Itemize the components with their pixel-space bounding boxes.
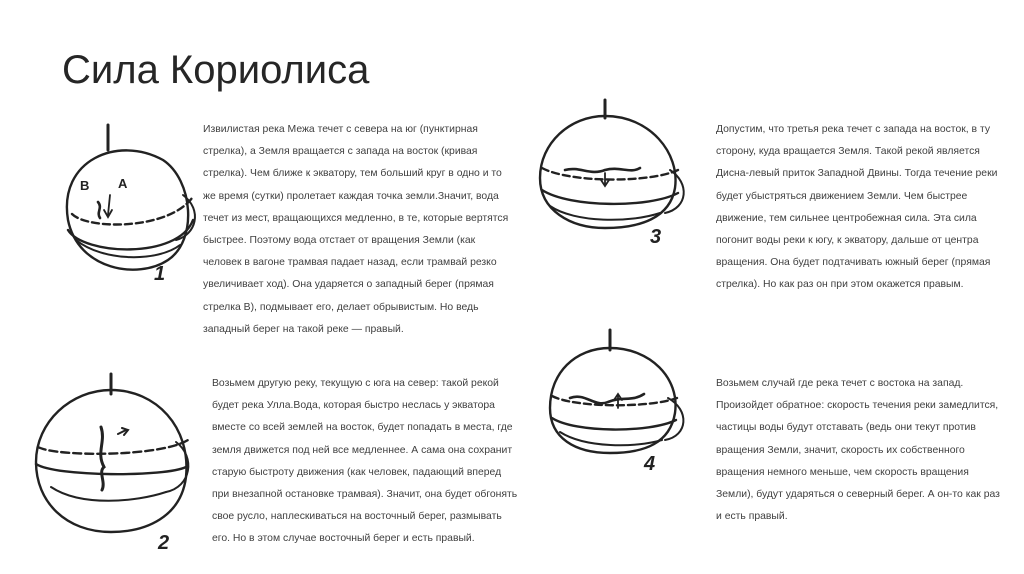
text-line: Возьмем другую реку, текущую с юга на север: такой рекой: [212, 378, 499, 389]
figure-3-number: 3: [650, 226, 662, 248]
globe-figure-3: [530, 98, 695, 248]
text-line: Извилистая река Межа течет с севера на юг (пунктирная: [203, 124, 478, 135]
text-line: Произойдет обратное: скорость течения реки замедлится,: [716, 400, 999, 412]
text-line: будет река Улла.Вода, которая быстро неслась у экватора: [212, 400, 495, 412]
text-line: вращения. Она будет подтачивать южный берег (прямая: [716, 257, 991, 269]
globe-figure-1: [58, 120, 200, 290]
text-line: его. Но в этом случае восточный берег и есть правый.: [212, 533, 475, 545]
figure-2-number: 2: [158, 532, 170, 554]
text-line: сторону, куда вращается Земля. Такой рекой является: [716, 146, 980, 158]
paragraph-river-ulla: [212, 373, 532, 551]
figure-1-label-a: A: [118, 176, 128, 191]
figure-4-number: 4: [644, 453, 656, 475]
text-line: человек в вагоне трамвая падает назад, если трамвай резко: [203, 257, 497, 269]
text-line: при внезапной остановке трамвая). Значит, она будет обгонять: [212, 489, 518, 501]
globe-figure-4: [540, 328, 695, 478]
text-line: свое русло, наплескиваться на восточный берег, размывать: [212, 511, 502, 523]
paragraph-river-mezha: [203, 119, 518, 341]
text-line: вращения Земли, значит, скорость их собственного: [716, 444, 965, 456]
text-line: вращения немного меньше, чем скорость вращения: [716, 466, 969, 478]
text-line: движение, тем сильнее центробежная сила. Эта сила: [716, 212, 977, 224]
text-line: западный берег на такой реке — правый.: [203, 323, 404, 335]
text-line: течет из мест, вращающихся медленно, в те, которые вертятся: [203, 212, 509, 224]
text-line: частицы воды будут отставать (ведь они текут против: [716, 422, 976, 434]
text-line: и есть правый.: [716, 511, 788, 523]
figure-1-label-b: B: [80, 178, 90, 193]
text-line: увеличивает ход). Она ударяется о западный берег (прямая: [203, 279, 494, 291]
text-line: Допустим, что третья река течет с запада на восток, в ту: [716, 124, 991, 135]
globe-figure-2: [26, 372, 196, 562]
text-line: Дисна-левый приток Западной Двины. Тогда течение реки: [716, 168, 998, 180]
text-line: стрелка). Чем ближе к экватору, тем больший круг в одно и то: [203, 168, 502, 180]
slide-title: Сила Кориолиса: [62, 48, 370, 92]
text-line: Земли), будут ударяться о северный берег. А он-то как раз: [716, 489, 1000, 501]
text-line: Возьмем случай где река течет с востока на запад.: [716, 378, 964, 389]
paragraph-river-disna: [716, 119, 998, 297]
text-line: старую быстроту движения (как человек, падающий вперед: [212, 466, 502, 478]
text-line: стрелка), а Земля вращается с запада на восток (кривая: [203, 146, 478, 158]
text-line: же время (сутки) пролетает каждая точка земли.Значит, вода: [203, 190, 499, 202]
paragraph-east-to-west: [716, 373, 1006, 528]
text-line: быстрее. Поэтому вода отстает от вращения Земли (как: [203, 235, 476, 247]
text-line: вместе со всей землей на восток, будет попадать в места, где: [212, 422, 513, 434]
text-line: стрелка В), подмывает его, делает обрывистым. Но ведь: [203, 301, 479, 313]
text-line: будет убыстряться движением Земли. Чем быстрее: [716, 190, 968, 202]
text-line: стрелка). Но как раз он при этом окажется правым.: [716, 279, 964, 291]
figure-1-number: 1: [154, 263, 166, 285]
text-line: земля движется под ней все медленнее. А сама она сохранит: [212, 444, 513, 456]
text-line: погонит воды реки к югу, к экватору, дальше от центра: [716, 235, 979, 247]
